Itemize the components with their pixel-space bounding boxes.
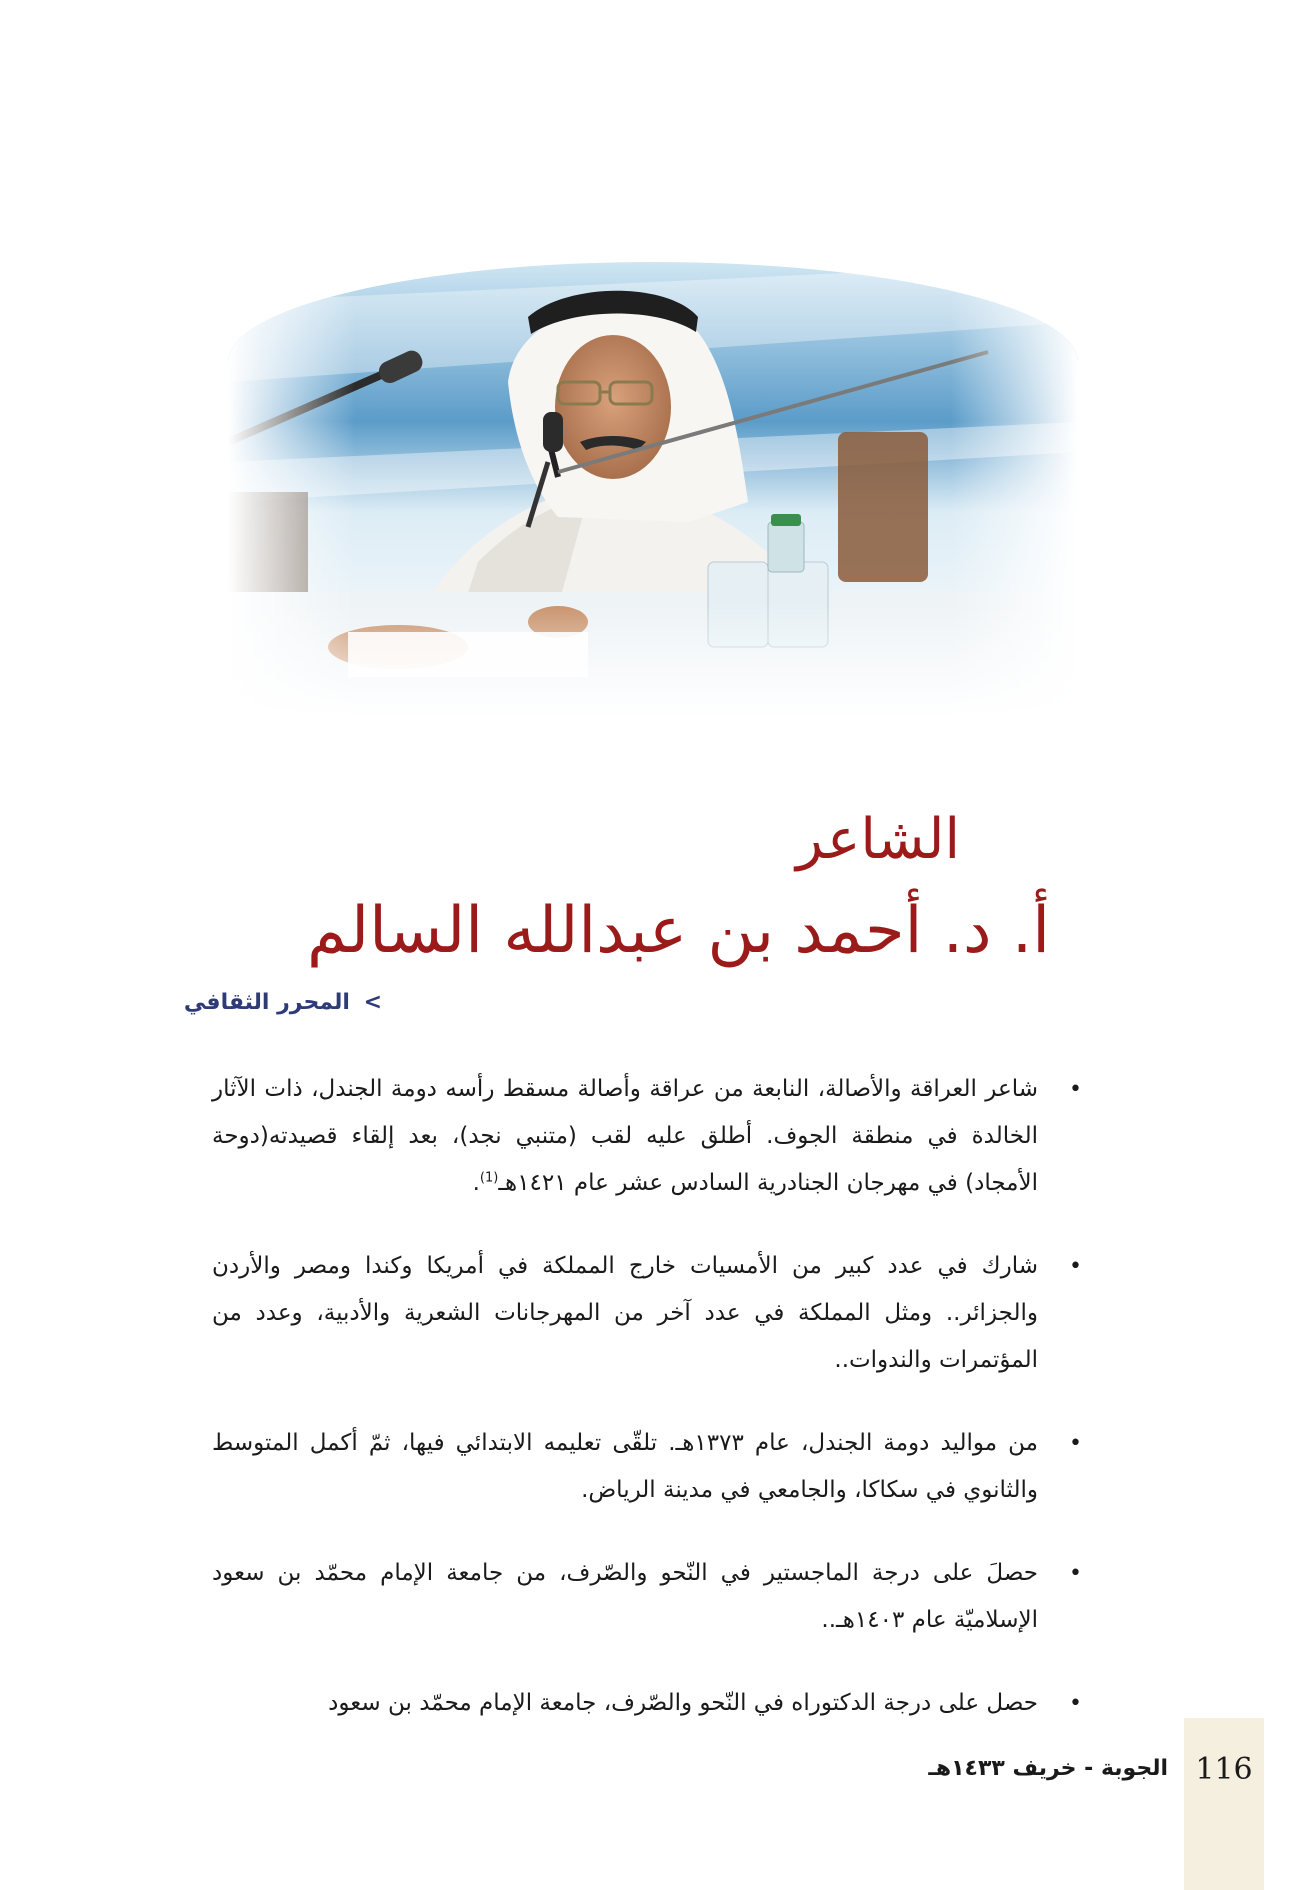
page-number: 116 <box>1195 1752 1253 1787</box>
portrait-photo <box>228 262 1078 717</box>
list-item-end: . <box>472 1170 480 1196</box>
list-item-text: شارك في عدد كبير من الأمسيات خارج المملكة في أمريكا وكندا ومصر والأردن والجزائر.. ومثل المملكة في عدد آخر من المهرجانات الشعرية والأدبية، وعدد من المؤتمرات والندوات.. <box>212 1253 1038 1373</box>
biography-list <box>212 1066 1082 1763</box>
list-item-text: من مواليد دومة الجندل، عام ١٣٧٣هـ. تلقّى تعليمه الابتدائي فيها، ثمّ أكمل المتوسط والثانوي في سكاكا، والجامعي في مدينة الرياض. <box>212 1430 1038 1503</box>
footnote-marker: (1) <box>479 1170 499 1186</box>
title-line-poet: الشاعر <box>796 807 960 872</box>
list-item-text: حصلَ على درجة الماجستير في النّحو والصّرف، من جامعة الإمام محمّد بن سعود الإسلاميّة عام ١٤٠٣هـ.. <box>212 1560 1038 1633</box>
bullet-icon: • <box>1069 1431 1082 1456</box>
article-title <box>160 800 1050 976</box>
portrait-photo-graphic <box>228 262 1078 717</box>
byline-author: المحرر الثقافي <box>183 990 350 1015</box>
list-item-text: شاعر العراقة والأصالة، النابعة من عراقة وأصالة مسقط رأسه دومة الجندل، ذات الآثار الخالدة في منطقة الجوف. أطلق عليه لقب (متنبي نجد)، بعد إلقاء قصيدته(دوحة الأمجاد) في مهرجان الجنادرية السادس عشر عام ١٤٢١هـ <box>212 1076 1038 1196</box>
list-item <box>212 1680 1082 1727</box>
title-line-name: أ. د. أحمد بن عبدالله السالم <box>307 894 1050 968</box>
bullet-icon: • <box>1069 1254 1082 1279</box>
footer-band <box>1184 1718 1264 1890</box>
byline <box>184 990 382 1015</box>
byline-arrow: > <box>363 990 382 1015</box>
bullet-icon: • <box>1069 1561 1082 1586</box>
bullet-icon: • <box>1069 1691 1082 1716</box>
list-item <box>212 1243 1082 1384</box>
list-item <box>212 1420 1082 1514</box>
list-item-text: حصل على درجة الدكتوراه في النّحو والصّرف، جامعة الإمام محمّد بن سعود <box>328 1690 1038 1716</box>
list-item <box>212 1066 1082 1207</box>
list-item <box>212 1550 1082 1644</box>
bullet-icon: • <box>1069 1077 1082 1102</box>
running-footer: الجوبة - خريف ١٤٣٣هـ <box>928 1756 1168 1781</box>
